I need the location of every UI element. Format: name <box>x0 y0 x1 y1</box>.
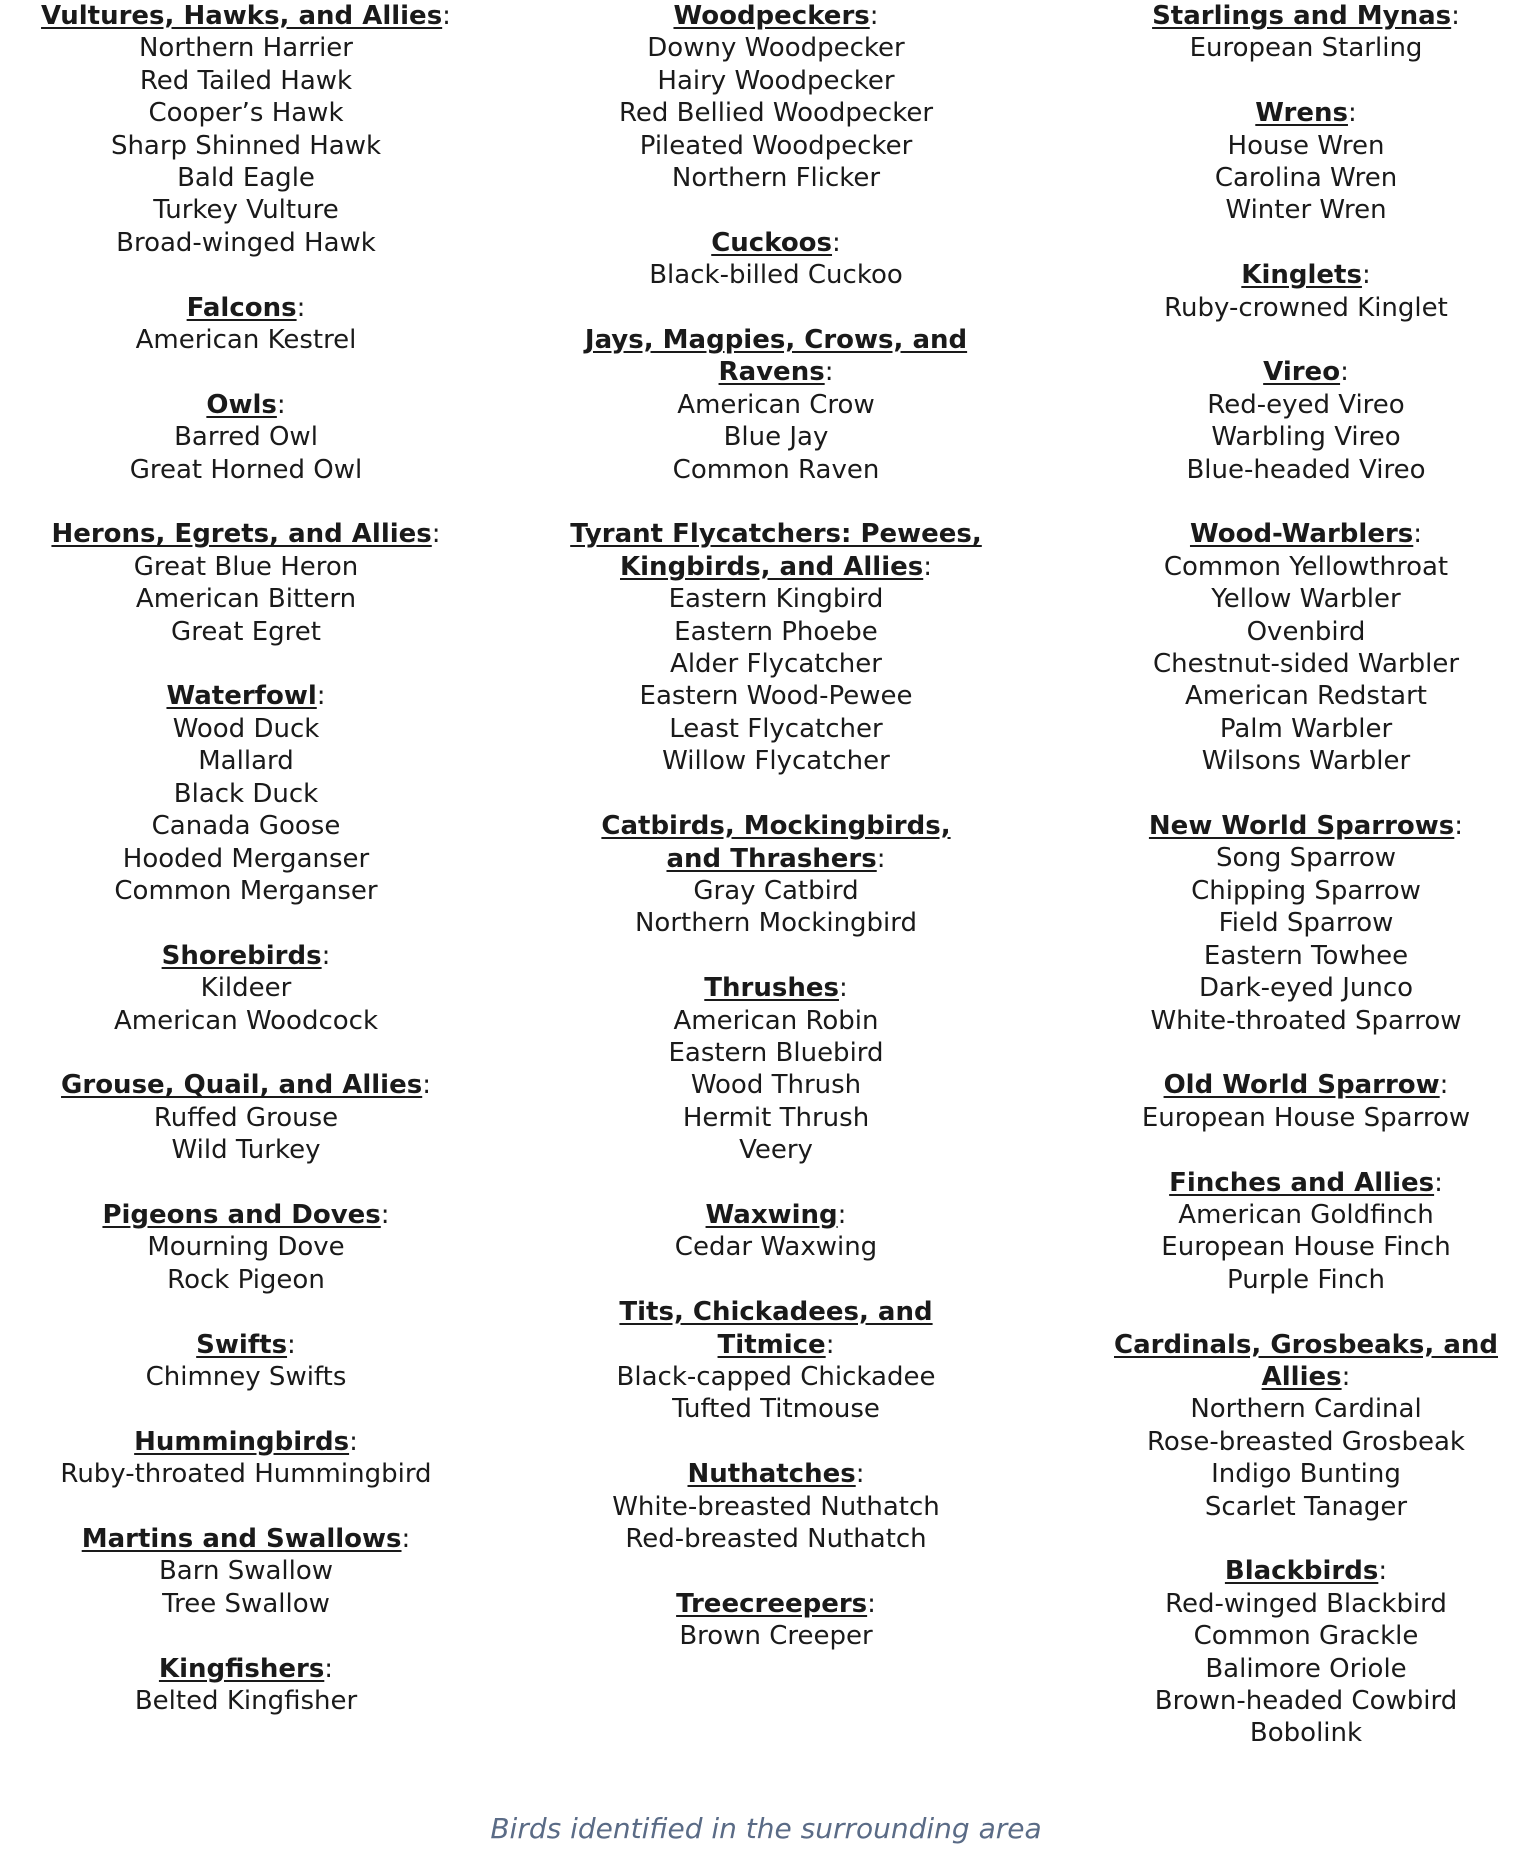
bird-group <box>40 389 452 486</box>
bird-group <box>40 1523 452 1620</box>
species-item: Red-breasted Nuthatch <box>625 1523 927 1554</box>
species-item: European Starling <box>1189 33 1423 64</box>
group-title-text: Thrushes <box>704 973 839 1004</box>
group-title-text: Waxwing <box>705 1199 838 1230</box>
group-title: Catbirds, Mockingbirds, and Thrashers: <box>601 811 951 874</box>
group-title-text: Herons, Egrets, and Allies <box>51 519 432 550</box>
group-title: Blackbirds: <box>1224 1556 1388 1587</box>
species-item: Hermit Thrush <box>682 1102 870 1133</box>
species-item: Chipping Sparrow <box>1191 875 1421 906</box>
species-item: Northern Mockingbird <box>634 908 918 939</box>
bird-group <box>1100 356 1512 486</box>
group-title: Vultures, Hawks, and Allies: <box>41 1 451 31</box>
group-title: Thrushes: <box>704 973 848 1004</box>
species-item: Red Bellied Woodpecker <box>618 98 934 129</box>
bird-group <box>1100 97 1512 227</box>
group-title: Wood-Warblers: <box>1189 519 1423 550</box>
bird-group <box>570 1458 982 1555</box>
group-title-text: Waterfowl <box>166 681 317 712</box>
group-title-text: Tits, Chickadees, and Titmice <box>619 1297 933 1360</box>
species-item: Palm Warbler <box>1219 713 1393 744</box>
group-title-text: Cardinals, Grosbeaks, and Allies <box>1114 1329 1498 1392</box>
species-item: Ruby-crowned Kinglet <box>1164 292 1448 323</box>
group-title-text: Pigeons and Doves <box>102 1199 381 1230</box>
group-title-text: Shorebirds <box>161 940 322 971</box>
bird-group <box>40 1329 452 1394</box>
group-title: Nuthatches: <box>687 1459 865 1490</box>
species-item: Balimore Oriole <box>1205 1653 1407 1684</box>
bird-group <box>40 1653 452 1718</box>
group-title: Old World Sparrow: <box>1163 1070 1449 1101</box>
species-item: Eastern Phoebe <box>674 616 878 647</box>
species-item: European House Sparrow <box>1141 1102 1471 1133</box>
species-item: Eastern Towhee <box>1203 940 1409 971</box>
species-item: Hairy Woodpecker <box>657 65 895 96</box>
species-item: Blue Jay <box>723 422 829 453</box>
bird-group <box>1100 1555 1512 1749</box>
group-title-text: Finches and Allies <box>1169 1167 1435 1198</box>
bird-group <box>40 1199 452 1296</box>
bird-column-3 <box>1100 0 1512 1782</box>
group-title-text: New World Sparrows <box>1148 811 1455 842</box>
species-item: Black Duck <box>173 778 319 809</box>
group-title: Vireo: <box>1263 357 1349 388</box>
species-item: Dark-eyed Junco <box>1198 973 1414 1004</box>
species-item: Tree Swallow <box>162 1588 330 1619</box>
group-title-text: Martins and Swallows <box>81 1523 402 1554</box>
species-item: Sharp Shinned Hawk <box>110 130 382 161</box>
species-item: Barred Owl <box>174 422 318 453</box>
group-title: Shorebirds: <box>161 940 331 971</box>
species-item: Canada Goose <box>151 811 341 842</box>
species-item: Mourning Dove <box>147 1232 345 1263</box>
species-item: Common Raven <box>672 454 880 485</box>
group-title-text: Vultures, Hawks, and Allies <box>41 1 443 31</box>
group-title: Waterfowl: <box>166 681 326 712</box>
bird-group <box>1100 259 1512 324</box>
group-title: Swifts: <box>196 1329 296 1360</box>
bird-column-1 <box>40 0 452 1750</box>
group-title-text: Jays, Magpies, Crows, and Ravens <box>584 325 968 388</box>
species-item: Winter Wren <box>1225 195 1387 226</box>
group-title-text: Falcons <box>186 292 297 323</box>
bird-group <box>1100 518 1512 777</box>
species-item: American Bittern <box>135 584 357 615</box>
species-item: Cooper’s Hawk <box>148 98 344 129</box>
group-title: Owls: <box>206 389 286 420</box>
group-title-text: Grouse, Quail, and Allies <box>61 1070 423 1101</box>
bird-group <box>1100 1069 1512 1134</box>
species-item: Rose-breasted Grosbeak <box>1147 1426 1465 1457</box>
group-title: Pigeons and Doves: <box>102 1199 390 1230</box>
group-title: Martins and Swallows: <box>81 1523 411 1554</box>
species-item: Bald Eagle <box>177 163 315 194</box>
species-item: Barn Swallow <box>158 1556 334 1587</box>
species-item: Belted Kingfisher <box>134 1685 358 1716</box>
bird-group <box>570 810 982 940</box>
group-title: Starlings and Mynas: <box>1152 1 1460 31</box>
group-title: Waxwing: <box>705 1199 847 1230</box>
species-item: White-throated Sparrow <box>1150 1005 1462 1036</box>
species-item: Indigo Bunting <box>1211 1459 1401 1490</box>
species-item: Pileated Woodpecker <box>639 130 913 161</box>
group-title: Tits, Chickadees, and Titmice: <box>619 1297 933 1360</box>
species-item: Mallard <box>198 746 294 777</box>
group-title-text: Old World Sparrow <box>1163 1070 1440 1101</box>
species-item: Yellow Warbler <box>1211 584 1401 615</box>
species-item: Rock Pigeon <box>167 1264 325 1295</box>
group-title-text: Kinglets <box>1241 260 1362 291</box>
group-title-text: Nuthatches <box>687 1459 856 1490</box>
species-item: Gray Catbird <box>693 875 859 906</box>
group-title-text: Hummingbirds <box>134 1426 350 1457</box>
group-title: Wrens: <box>1255 98 1357 129</box>
group-title-text: Starlings and Mynas <box>1152 1 1452 31</box>
bird-group <box>570 1588 982 1653</box>
figure-caption: Birds identified in the surrounding area <box>490 1812 1042 1845</box>
species-item: Carolina Wren <box>1214 163 1398 194</box>
bird-group <box>40 518 452 648</box>
species-item: House Wren <box>1227 130 1385 161</box>
species-item: Alder Flycatcher <box>670 649 882 680</box>
species-item: Wood Thrush <box>690 1070 862 1101</box>
species-item: Eastern Kingbird <box>668 584 884 615</box>
group-title-text: Woodpeckers <box>673 1 870 31</box>
species-item: American Woodcock <box>113 1005 379 1036</box>
species-item: Willow Flycatcher <box>662 746 890 777</box>
group-title-text: Cuckoos <box>711 227 833 258</box>
group-title-text: Wood-Warblers <box>1189 519 1414 550</box>
group-title-text: Swifts <box>196 1329 288 1360</box>
species-item: American Kestrel <box>135 325 357 356</box>
species-item: American Goldfinch <box>1178 1199 1434 1230</box>
group-title: Jays, Magpies, Crows, and Ravens: <box>584 325 968 388</box>
species-item: Common Yellowthroat <box>1163 551 1449 582</box>
group-title: Finches and Allies: <box>1169 1167 1443 1198</box>
species-item: Broad-winged Hawk <box>116 227 376 258</box>
species-item: Least Flycatcher <box>669 713 883 744</box>
group-title: Grouse, Quail, and Allies: <box>61 1070 431 1101</box>
species-item: Bobolink <box>1249 1718 1363 1749</box>
species-item: American Crow <box>677 389 875 420</box>
group-title: Cuckoos: <box>711 227 841 258</box>
species-item: Veery <box>739 1135 813 1166</box>
species-item: Red Tailed Hawk <box>139 65 353 96</box>
bird-group <box>40 1426 452 1491</box>
species-item: Tufted Titmouse <box>672 1394 880 1425</box>
bird-column-2 <box>570 0 982 1685</box>
species-item: Chimney Swifts <box>145 1361 347 1392</box>
group-title-text: Catbirds, Mockingbirds, and Thrashers <box>601 811 951 874</box>
species-item: Warbling Vireo <box>1211 422 1401 453</box>
species-item: Common Grackle <box>1193 1621 1419 1652</box>
group-title-text: Treecreepers <box>676 1588 868 1619</box>
species-item: Ruffed Grouse <box>153 1102 339 1133</box>
group-title-text: Vireo <box>1263 357 1341 388</box>
species-item: European House Finch <box>1161 1232 1451 1263</box>
bird-group <box>570 0 982 194</box>
group-title-text: Wrens <box>1255 98 1348 129</box>
bird-group <box>570 227 982 292</box>
group-title-text: Kingfishers <box>158 1653 325 1684</box>
bird-group <box>570 518 982 777</box>
species-item: American Robin <box>673 1005 879 1036</box>
species-item: American Redstart <box>1185 681 1427 712</box>
species-item: Brown Creeper <box>679 1621 873 1652</box>
species-item: Great Blue Heron <box>133 551 359 582</box>
bird-group <box>1100 0 1512 65</box>
species-item: Ruby-throated Hummingbird <box>60 1459 432 1490</box>
species-item: Northern Flicker <box>671 163 881 194</box>
group-title: Kinglets: <box>1241 260 1371 291</box>
species-item: Song Sparrow <box>1215 843 1397 874</box>
species-item: Great Horned Owl <box>129 454 363 485</box>
species-item: Field Sparrow <box>1218 908 1394 939</box>
group-title: Kingfishers: <box>158 1653 334 1684</box>
species-item: Black-capped Chickadee <box>616 1361 936 1392</box>
species-item: Kildeer <box>200 973 292 1004</box>
species-item: Wood Duck <box>172 713 320 744</box>
group-title: Falcons: <box>186 292 306 323</box>
species-item: Red-eyed Vireo <box>1207 389 1405 420</box>
bird-group <box>1100 810 1512 1037</box>
bird-group <box>40 680 452 907</box>
group-title: New World Sparrows: <box>1148 811 1464 842</box>
bird-group <box>1100 1167 1512 1297</box>
species-item: Wild Turkey <box>171 1135 321 1166</box>
species-item: Brown-headed Cowbird <box>1154 1685 1458 1716</box>
species-item: Ovenbird <box>1246 616 1366 647</box>
species-item: Turkey Vulture <box>153 195 339 226</box>
species-item: Northern Cardinal <box>1190 1394 1422 1425</box>
group-title-text: Blackbirds <box>1224 1556 1379 1587</box>
species-item: Blue-headed Vireo <box>1186 454 1426 485</box>
bird-group <box>40 940 452 1037</box>
species-item: Eastern Wood-Pewee <box>639 681 913 712</box>
bird-group <box>1100 1329 1512 1523</box>
species-item: Common Merganser <box>114 875 378 906</box>
species-item: Purple Finch <box>1227 1264 1385 1295</box>
species-item: Red-winged Blackbird <box>1165 1588 1447 1619</box>
bird-group <box>40 1069 452 1166</box>
bird-group <box>570 972 982 1166</box>
species-item: Hooded Merganser <box>122 843 370 874</box>
group-title-text: Tyrant Flycatchers: Pewees, Kingbirds, and Allies <box>570 519 982 582</box>
group-title: Cardinals, Grosbeaks, and Allies: <box>1114 1329 1498 1392</box>
species-item: Wilsons Warbler <box>1201 746 1411 777</box>
group-title: Woodpeckers: <box>673 1 879 31</box>
species-item: Eastern Bluebird <box>668 1037 884 1068</box>
group-title: Treecreepers: <box>676 1588 876 1619</box>
species-item: Cedar Waxwing <box>674 1232 878 1263</box>
bird-group <box>570 1199 982 1264</box>
bird-group <box>40 0 452 259</box>
species-item: Great Egret <box>171 616 321 647</box>
species-item: Chestnut-sided Warbler <box>1152 649 1460 680</box>
bird-group <box>570 1296 982 1426</box>
bird-group <box>40 292 452 357</box>
group-title: Herons, Egrets, and Allies: <box>51 519 441 550</box>
bird-group <box>570 324 982 486</box>
group-title: Tyrant Flycatchers: Pewees, Kingbirds, and Allies: <box>570 519 982 582</box>
species-item: Downy Woodpecker <box>647 33 905 64</box>
species-item: Northern Harrier <box>138 33 353 64</box>
species-item: Scarlet Tanager <box>1204 1491 1408 1522</box>
species-item: Black-billed Cuckoo <box>649 260 903 291</box>
species-item: White-breasted Nuthatch <box>612 1491 940 1522</box>
group-title: Hummingbirds: <box>134 1426 358 1457</box>
group-title-text: Owls <box>206 389 277 420</box>
